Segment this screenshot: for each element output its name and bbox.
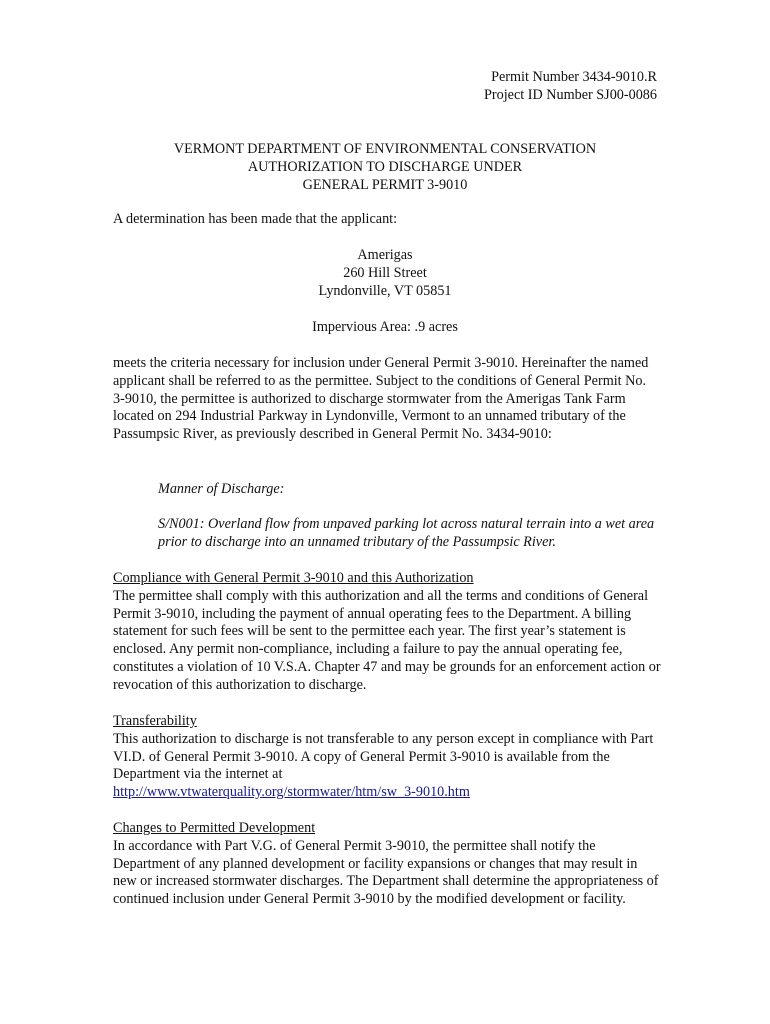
- changes-body: In accordance with Part V.G. of General Permit 3-9010, the permittee shall notify the Department of any planned development or facility expansions or changes that may result in new or increased stormwater discharges. The Department shall determine the appropriateness of continued inclusion under General Permit 3-9010 by the modified development or facility.: [113, 837, 659, 908]
- transferability-body: This authorization to discharge is not transferable to any person except in compliance with Part VI.D. of General Permit 3-9010. A copy of General Permit 3-9010 is available from the Department via the internet at: [113, 730, 654, 783]
- applicant-name: Amerigas: [357, 247, 413, 263]
- title-line-1: VERMONT DEPARTMENT OF ENVIRONMENTAL CONSERVATION: [173, 141, 597, 157]
- project-id: Project ID Number SJ00-0086: [484, 86, 657, 103]
- discharge-detail: S/N001: Overland flow from unpaved parking lot across natural terrain into a wet area prior to discharge into an unnamed tributary of the Passumpsic River.: [158, 516, 655, 550]
- compliance-heading: Compliance with General Permit 3-9010 and this Authorization: [113, 570, 474, 586]
- intro-text: A determination has been made that the applicant:: [113, 211, 398, 227]
- criteria-paragraph: meets the criteria necessary for inclusion under General Permit 3-9010. Hereinafter the named applicant shall be referred to as the permittee. Subject to the conditions of General Permit No. 3-9010, the permittee is authorized to discharge stormwater from the Amerigas Tank Farm located on 294 Industrial Parkway in Lyndonville, Vermont to an unnamed tributary of the Passumpsic River, as previously described in General Permit No. 3434-9010:: [113, 355, 649, 443]
- applicant-street: 260 Hill Street: [343, 264, 427, 281]
- general-permit-link[interactable]: http://www.vtwaterquality.org/stormwater/htm/sw_3-9010.htm: [113, 784, 470, 801]
- title-line-3: GENERAL PERMIT 3-9010: [302, 176, 468, 193]
- applicant-block: [113, 247, 657, 300]
- impervious-area: Impervious Area: .9 acres: [312, 319, 458, 335]
- permit-number: Permit Number 3434-9010.R: [491, 69, 657, 85]
- applicant-city: Lyndonville, VT 05851: [318, 282, 452, 299]
- compliance-section: [113, 570, 661, 695]
- title-line-2: AUTHORIZATION TO DISCHARGE UNDER: [247, 158, 523, 175]
- transferability-section: [113, 713, 661, 802]
- discharge-heading: Manner of Discharge:: [158, 481, 285, 497]
- document-title: [113, 141, 657, 194]
- permit-header: [330, 69, 657, 105]
- changes-section: [113, 820, 661, 909]
- compliance-body: The permittee shall comply with this authorization and all the terms and conditions of General Permit 3-9010, including the payment of annual operating fees to the Department. A billing statement for such fees will be sent to the permittee each year. The first year’s statement is enclosed. Any permit non-compliance, including a failure to pay the annual operating fee, constitutes a violation of 10 V.S.A. Chapter 47 and may be grounds for an enforcement action or revocation of this authorization to discharge.: [113, 587, 661, 693]
- transferability-heading: Transferability: [113, 713, 197, 729]
- changes-heading: Changes to Permitted Development: [113, 820, 316, 836]
